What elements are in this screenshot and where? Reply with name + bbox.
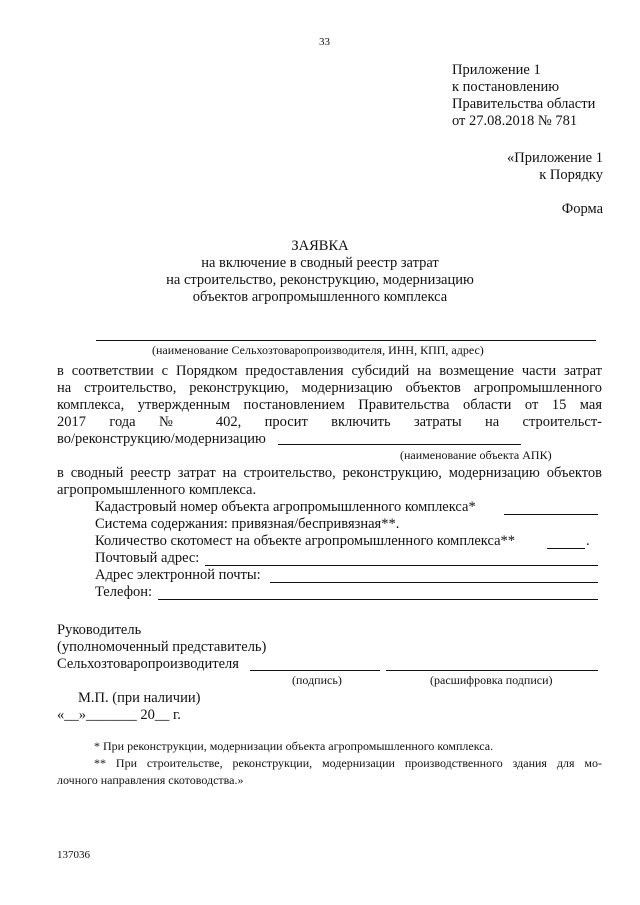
- body-line-3: комплекса, утвержденным постановлением Правительства области от 15 мая: [57, 397, 602, 413]
- date-field[interactable]: «__»_______ 20__ г.: [57, 707, 181, 723]
- order-appendix-line-2: к Порядку: [539, 167, 603, 183]
- body-line-7: агропромышленного комплекса.: [57, 482, 257, 498]
- page-number: 33: [319, 36, 330, 48]
- apk-underline[interactable]: [278, 444, 521, 445]
- signature-line-1: Руководитель: [57, 622, 142, 638]
- cadastral-field[interactable]: [504, 514, 598, 515]
- form-label: Форма: [561, 201, 603, 217]
- livestock-field[interactable]: [547, 548, 585, 549]
- body-line-5: во/реконструкцию/модернизацию: [57, 431, 266, 447]
- decode-caption: (расшифровка подписи): [430, 673, 553, 687]
- postal-label: Почтовый адрес:: [95, 550, 200, 566]
- cadastral-label: Кадастровый номер объекта агропромышленного комплекса*: [95, 499, 476, 515]
- livestock-label: Количество скотомест на объекте агропромышленного комплекса**: [95, 533, 516, 549]
- sign-caption: (подпись): [292, 673, 342, 687]
- body-line-4: 2017 года № 402, просит включить затраты на строительст-: [57, 414, 602, 430]
- apk-caption: (наименование объекта АПК): [400, 448, 552, 462]
- body-line-6: в сводный реестр затрат на строительство, реконструкцию, модернизацию объектов: [57, 465, 602, 481]
- postal-field[interactable]: [205, 565, 598, 566]
- appendix-line-3: Правительства области: [452, 96, 596, 112]
- signature-line-2: (уполномоченный представитель): [57, 639, 267, 655]
- email-field[interactable]: [270, 582, 598, 583]
- phone-field[interactable]: [158, 599, 598, 600]
- order-appendix-line-1: «Приложение 1: [507, 150, 603, 166]
- body-line-1: в соответствии с Порядком предоставления субсидий на возмещение части затрат: [57, 363, 602, 379]
- title-sub-3: объектов агропромышленного комплекса: [192, 289, 448, 305]
- document-code: 137036: [57, 849, 90, 861]
- signature-decode-field[interactable]: [386, 670, 598, 671]
- phone-label: Телефон:: [95, 584, 153, 600]
- appendix-line-1: Приложение 1: [452, 62, 541, 78]
- footnote-2-line-2: лочного направления скотоводства.»: [57, 773, 244, 787]
- footnote-2-line-1: ** При строительстве, реконструкции, модернизации производственного здания для мо-: [94, 756, 602, 770]
- appendix-line-2: к постановлению: [452, 79, 560, 95]
- footnote-1: * При реконструкции, модернизации объекта агропромышленного комплекса.: [94, 739, 494, 753]
- appendix-line-4: от 27.08.2018 № 781: [452, 113, 578, 129]
- system-label: Система содержания: привязная/беспривязная**.: [95, 516, 400, 532]
- email-label: Адрес электронной почты:: [95, 567, 261, 583]
- stamp-label: М.П. (при наличии): [78, 690, 201, 706]
- title-sub-2: на строительство, реконструкцию, модернизацию: [166, 272, 474, 288]
- body-line-2: на строительство, реконструкцию, модернизацию объектов агропромышленного: [57, 380, 602, 396]
- signature-field[interactable]: [250, 670, 380, 671]
- signature-line-3: Сельхозтоваропроизводителя: [57, 656, 239, 672]
- applicant-underline[interactable]: [96, 340, 596, 341]
- title-sub-1: на включение в сводный реестр затрат: [201, 255, 439, 271]
- livestock-period: .: [586, 533, 590, 549]
- applicant-caption: (наименование Сельхозтоваропроизводителя, ИНН, КПП, адрес): [152, 343, 484, 357]
- title-main: ЗАЯВКА: [291, 238, 349, 254]
